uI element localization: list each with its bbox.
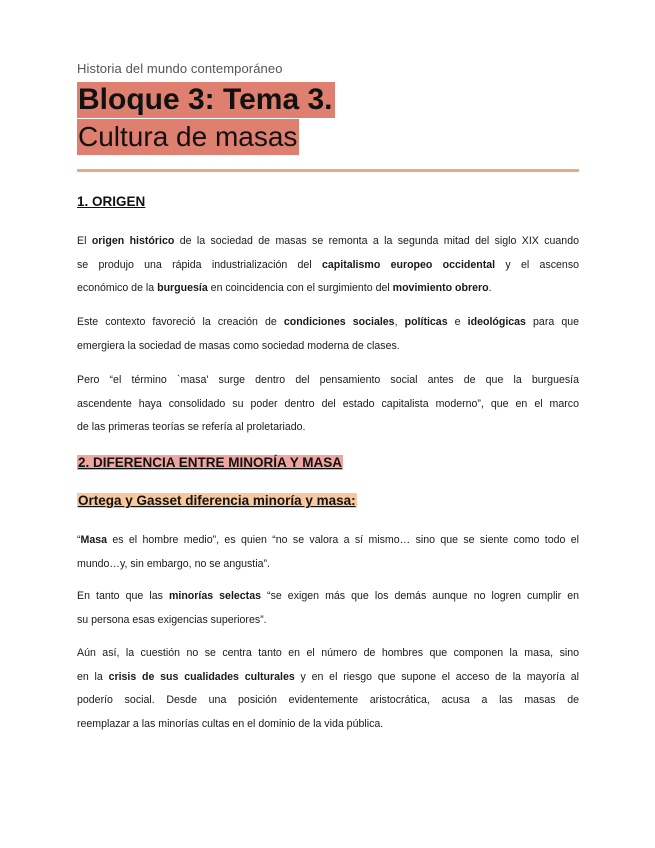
text-line: reemplazar a las minorías cultas en el dominio de la vida pública. [77,717,384,730]
text-line: Aún así, la cuestión no se centra tanto en el número de hombres que componen la masa, sino [77,647,579,659]
text-line: El origen histórico de la sociedad de masas se remonta a la segunda mitad del siglo XIX cuando [77,235,579,247]
text-line: Pero “el término `masa' surge dentro del pensamiento social antes de que la burguesía [77,374,579,386]
subheading-ortega: Ortega y Gasset diferencia minoría y masa: [78,493,356,508]
section-heading-origen: 1. ORIGEN [77,194,146,209]
title-block [77,82,335,155]
paragraph-masa-3 [77,642,579,736]
paragraph-masa-1 [77,529,579,576]
text-line: “Masa es el hombre medio”, es quien “no se valora a sí mismo… sino que se siente como todo el [77,534,579,546]
text-line: En tanto que las minorías selectas “se exigen más que los demás aunque no logren cumplir en [77,590,580,602]
text-line: mundo…y, sin embargo, no se angustia”. [77,557,270,570]
text-line: de las primeras teorías se refería al proletariado. [77,421,306,433]
title-divider [77,169,579,172]
text-line: emergiera la sociedad de masas como sociedad moderna de clases. [77,339,400,352]
text-line: su persona esas exigencias superiores”. [77,613,267,626]
paragraph-origen-1 [77,230,579,301]
subject-label: Historia del mundo contemporáneo [77,61,283,76]
paragraph-origen-2 [77,311,579,358]
paragraph-origen-3 [77,369,579,440]
paragraph-masa-2 [77,585,579,632]
text-line: poderío social. Desde una posición evidentemente aristocrática, acusa a las masas de [77,694,579,706]
text-line: en la crisis de sus cualidades culturales y en el riesgo que supone el acceso de la mayoría al [77,670,579,683]
page-subtitle: Cultura de masas [77,119,299,155]
page-title: Bloque 3: Tema 3. [78,83,333,116]
text-line: se produjo una rápida industrialización del capitalismo europeo occidental y el ascenso [77,258,580,271]
text-line: Este contexto favoreció la creación de condiciones sociales, políticas e ideológicas para que [77,316,580,328]
text-line: económico de la burguesía en coincidencia con el surgimiento del movimiento obrero. [77,282,492,294]
section-heading-diferencia: 2. DIFERENCIA ENTRE MINORÍA Y MASA [78,455,343,470]
text-line: ascendente haya consolidado su poder dentro del estado capitalista moderno”, que en el marco [77,397,579,410]
